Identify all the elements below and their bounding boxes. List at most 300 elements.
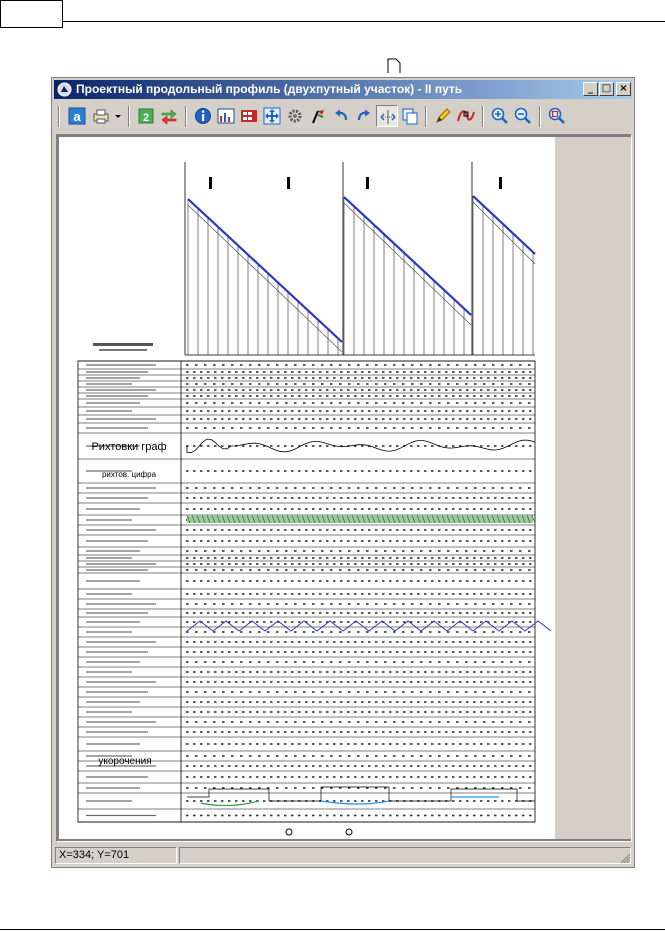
table-value-mark bbox=[319, 711, 322, 713]
table-value-mark bbox=[298, 765, 301, 767]
table-value-mark bbox=[515, 593, 518, 595]
table-value-mark bbox=[221, 641, 224, 643]
table-value-mark bbox=[285, 787, 288, 789]
table-value-mark bbox=[235, 389, 238, 391]
table-value-mark bbox=[270, 470, 273, 472]
station-marker bbox=[287, 177, 290, 189]
table-value-mark bbox=[384, 383, 387, 385]
row-label-stub bbox=[86, 612, 148, 613]
refresh-button[interactable] bbox=[135, 105, 157, 127]
table-value-mark bbox=[465, 402, 468, 404]
table-value-mark bbox=[348, 550, 351, 552]
table-value-mark bbox=[305, 776, 308, 778]
table-value-mark bbox=[321, 364, 324, 366]
table-value-mark bbox=[382, 580, 385, 582]
table-value-mark bbox=[213, 487, 216, 489]
table-value-mark bbox=[231, 427, 234, 429]
table-value-mark bbox=[445, 540, 448, 542]
table-value-mark bbox=[438, 508, 441, 510]
table-value-mark bbox=[326, 641, 329, 643]
table-value-mark bbox=[529, 671, 532, 673]
table-value-mark bbox=[235, 418, 238, 420]
table-value-mark bbox=[249, 731, 252, 733]
table-value-mark bbox=[410, 776, 413, 778]
table-value-mark bbox=[249, 418, 252, 420]
table-value-mark bbox=[303, 755, 306, 757]
zoom-window-button[interactable] bbox=[546, 105, 568, 127]
table-value-mark bbox=[270, 765, 273, 767]
window-titlebar[interactable] bbox=[54, 80, 632, 99]
table-value-mark bbox=[354, 377, 357, 379]
table-value-mark bbox=[326, 671, 329, 673]
table-value-mark bbox=[340, 815, 343, 817]
table-value-mark bbox=[459, 377, 462, 379]
table-value-mark bbox=[221, 371, 224, 373]
table-value-mark bbox=[242, 765, 245, 767]
table-value-mark bbox=[459, 540, 462, 542]
row-label-stub bbox=[86, 743, 140, 744]
table-value-mark bbox=[510, 755, 513, 757]
table-value-mark bbox=[410, 641, 413, 643]
table-value-mark bbox=[298, 395, 301, 397]
table-value-mark bbox=[263, 593, 266, 595]
table-value-mark bbox=[515, 418, 518, 420]
table-value-mark bbox=[249, 661, 252, 663]
table-value-mark bbox=[333, 593, 336, 595]
table-value-mark bbox=[368, 593, 371, 595]
table-value-mark bbox=[480, 580, 483, 582]
table-value-mark bbox=[410, 701, 413, 703]
table-value-mark bbox=[354, 410, 357, 412]
grid-button[interactable] bbox=[238, 105, 260, 127]
table-value-mark bbox=[214, 641, 217, 643]
table-value-mark bbox=[445, 580, 448, 582]
table-value-mark bbox=[393, 569, 396, 571]
table-value-mark bbox=[326, 377, 329, 379]
row-label-1: Рихтовки граф bbox=[91, 441, 167, 453]
table-value-mark bbox=[361, 641, 364, 643]
table-value-mark bbox=[305, 418, 308, 420]
table-value-mark bbox=[389, 389, 392, 391]
table-value-mark bbox=[347, 641, 350, 643]
table-value-mark bbox=[291, 418, 294, 420]
table-value-mark bbox=[382, 701, 385, 703]
table-value-mark bbox=[452, 641, 455, 643]
table-value-mark bbox=[515, 540, 518, 542]
table-value-mark bbox=[438, 641, 441, 643]
table-value-mark bbox=[487, 563, 490, 565]
table-value-mark bbox=[326, 612, 329, 614]
table-value-mark bbox=[501, 383, 504, 385]
curve-button[interactable] bbox=[455, 105, 477, 127]
table-value-mark bbox=[501, 661, 504, 663]
table-value-mark bbox=[303, 487, 306, 489]
table-value-mark bbox=[186, 389, 189, 391]
table-value-mark bbox=[326, 395, 329, 397]
table-value-mark bbox=[228, 563, 231, 565]
table-value-mark bbox=[447, 402, 450, 404]
table-value-mark bbox=[403, 815, 406, 817]
table-value-mark bbox=[330, 383, 333, 385]
table-value-mark bbox=[473, 711, 476, 713]
table-value-mark bbox=[186, 815, 189, 817]
table-value-mark bbox=[193, 389, 196, 391]
table-value-mark bbox=[452, 731, 455, 733]
table-value-mark bbox=[410, 651, 413, 653]
table-value-mark bbox=[366, 721, 369, 723]
table-value-mark bbox=[492, 631, 495, 633]
table-value-mark bbox=[235, 410, 238, 412]
table-value-mark bbox=[403, 540, 406, 542]
table-value-mark bbox=[276, 787, 279, 789]
table-value-mark bbox=[222, 569, 225, 571]
table-value-mark bbox=[438, 593, 441, 595]
table-value-mark bbox=[473, 470, 476, 472]
table-value-mark bbox=[340, 612, 343, 614]
table-value-mark bbox=[494, 593, 497, 595]
table-value-mark bbox=[375, 743, 378, 745]
a-button[interactable] bbox=[66, 105, 88, 127]
table-value-mark bbox=[285, 364, 288, 366]
table-value-mark bbox=[291, 743, 294, 745]
table-value-mark bbox=[186, 743, 189, 745]
table-value-mark bbox=[465, 487, 468, 489]
table-value-mark bbox=[465, 569, 468, 571]
table-value-mark bbox=[330, 603, 333, 605]
table-value-mark bbox=[382, 731, 385, 733]
redo-button[interactable] bbox=[353, 105, 375, 127]
fit-button[interactable] bbox=[376, 105, 398, 127]
pencil-button[interactable] bbox=[432, 105, 454, 127]
table-value-mark bbox=[312, 776, 315, 778]
table-value-mark bbox=[340, 563, 343, 565]
table-value-mark bbox=[200, 418, 203, 420]
table-value-mark bbox=[417, 540, 420, 542]
table-value-mark bbox=[361, 651, 364, 653]
table-value-mark bbox=[200, 563, 203, 565]
row-label-stub bbox=[86, 815, 156, 816]
maximize-button[interactable]: □ bbox=[599, 82, 614, 96]
table-value-mark bbox=[438, 389, 441, 391]
table-value-mark bbox=[256, 593, 259, 595]
table-value-mark bbox=[410, 445, 413, 447]
table-value-mark bbox=[368, 395, 371, 397]
table-value-mark bbox=[424, 508, 427, 510]
table-value-mark bbox=[221, 651, 224, 653]
marker-button[interactable] bbox=[307, 105, 329, 127]
table-value-mark bbox=[382, 743, 385, 745]
table-value-mark bbox=[393, 721, 396, 723]
copy-button[interactable] bbox=[399, 105, 421, 127]
table-value-mark bbox=[321, 550, 324, 552]
minimize-button[interactable]: _ bbox=[583, 82, 598, 96]
table-value-mark bbox=[277, 529, 280, 531]
table-value-mark bbox=[240, 383, 243, 385]
table-value-mark bbox=[389, 563, 392, 565]
move-button[interactable] bbox=[261, 105, 283, 127]
table-value-mark bbox=[361, 731, 364, 733]
table-value-mark bbox=[330, 631, 333, 633]
table-value-mark bbox=[186, 377, 189, 379]
table-value-mark bbox=[263, 701, 266, 703]
table-value-mark bbox=[284, 731, 287, 733]
table-value-mark bbox=[340, 371, 343, 373]
table-value-mark bbox=[456, 603, 459, 605]
table-value-mark bbox=[389, 765, 392, 767]
table-value-mark bbox=[396, 580, 399, 582]
table-value-mark bbox=[375, 410, 378, 412]
table-value-mark bbox=[312, 603, 315, 605]
table-value-mark bbox=[267, 383, 270, 385]
table-value-mark bbox=[519, 364, 522, 366]
table-value-mark bbox=[249, 755, 252, 757]
resize-grip-icon[interactable] bbox=[620, 853, 631, 864]
table-value-mark bbox=[207, 743, 210, 745]
table-value-mark bbox=[284, 765, 287, 767]
table-value-mark bbox=[326, 445, 329, 447]
table-value-mark bbox=[480, 743, 483, 745]
table-value-mark bbox=[347, 651, 350, 653]
ground-line bbox=[344, 203, 471, 325]
table-value-mark bbox=[240, 427, 243, 429]
table-value-mark bbox=[263, 776, 266, 778]
table-value-mark bbox=[465, 691, 468, 693]
export-button[interactable] bbox=[158, 105, 180, 127]
table-value-mark bbox=[326, 389, 329, 391]
table-value-mark bbox=[508, 580, 511, 582]
table-value-mark bbox=[501, 800, 504, 802]
table-value-mark bbox=[480, 776, 483, 778]
table-value-mark bbox=[312, 711, 315, 713]
table-value-mark bbox=[459, 529, 462, 531]
pencil-icon bbox=[434, 107, 452, 125]
table-value-mark bbox=[291, 776, 294, 778]
table-value-mark bbox=[186, 755, 189, 757]
structure-symbol bbox=[286, 829, 292, 835]
table-value-mark bbox=[529, 540, 532, 542]
table-value-mark bbox=[473, 765, 476, 767]
table-value-mark bbox=[235, 395, 238, 397]
table-value-mark bbox=[267, 631, 270, 633]
table-value-mark bbox=[487, 580, 490, 582]
table-value-mark bbox=[221, 765, 224, 767]
table-value-mark bbox=[438, 497, 441, 499]
table-value-mark bbox=[396, 681, 399, 683]
table-value-mark bbox=[494, 371, 497, 373]
table-value-mark bbox=[465, 661, 468, 663]
table-value-mark bbox=[284, 641, 287, 643]
table-value-mark bbox=[228, 701, 231, 703]
table-value-mark bbox=[258, 755, 261, 757]
table-value-mark bbox=[326, 593, 329, 595]
table-value-mark bbox=[333, 621, 336, 623]
table-value-mark bbox=[515, 389, 518, 391]
table-value-mark bbox=[494, 776, 497, 778]
table-value-mark bbox=[235, 593, 238, 595]
table-value-mark bbox=[221, 410, 224, 412]
table-value-mark bbox=[235, 743, 238, 745]
table-value-mark bbox=[357, 383, 360, 385]
table-value-mark bbox=[312, 569, 315, 571]
table-value-mark bbox=[368, 731, 371, 733]
table-value-mark bbox=[483, 721, 486, 723]
table-value-mark bbox=[258, 691, 261, 693]
table-value-mark bbox=[417, 711, 420, 713]
table-value-mark bbox=[284, 681, 287, 683]
table-value-mark bbox=[431, 563, 434, 565]
table-value-mark bbox=[186, 701, 189, 703]
table-value-mark bbox=[382, 529, 385, 531]
table-value-mark bbox=[249, 681, 252, 683]
table-value-mark bbox=[494, 671, 497, 673]
table-value-mark bbox=[277, 563, 280, 565]
table-value-mark bbox=[242, 470, 245, 472]
print-button[interactable] bbox=[90, 105, 112, 127]
table-value-mark bbox=[291, 621, 294, 623]
table-value-mark bbox=[382, 612, 385, 614]
table-value-mark bbox=[452, 377, 455, 379]
table-value-mark bbox=[529, 765, 532, 767]
table-value-mark bbox=[459, 563, 462, 565]
table-value-mark bbox=[284, 701, 287, 703]
table-value-mark bbox=[267, 755, 270, 757]
table-value-mark bbox=[487, 395, 490, 397]
table-value-mark bbox=[466, 776, 469, 778]
table-value-mark bbox=[522, 497, 525, 499]
table-value-mark bbox=[305, 470, 308, 472]
table-value-mark bbox=[186, 410, 189, 412]
table-value-mark bbox=[424, 776, 427, 778]
table-value-mark bbox=[294, 427, 297, 429]
table-value-mark bbox=[528, 631, 531, 633]
table-value-mark bbox=[263, 800, 266, 802]
table-value-mark bbox=[480, 395, 483, 397]
table-value-mark bbox=[291, 701, 294, 703]
table-value-mark bbox=[214, 371, 217, 373]
table-value-mark bbox=[214, 621, 217, 623]
table-value-mark bbox=[207, 410, 210, 412]
table-value-mark bbox=[402, 631, 405, 633]
table-value-mark bbox=[326, 711, 329, 713]
table-value-mark bbox=[354, 497, 357, 499]
table-value-mark bbox=[445, 445, 448, 447]
plan-outline bbox=[187, 787, 535, 801]
zoom-in-button[interactable] bbox=[489, 105, 511, 127]
table-value-mark bbox=[465, 427, 468, 429]
table-value-mark bbox=[333, 470, 336, 472]
table-value-mark bbox=[200, 681, 203, 683]
table-value-mark bbox=[366, 383, 369, 385]
table-value-mark bbox=[431, 470, 434, 472]
table-value-mark bbox=[242, 612, 245, 614]
table-value-mark bbox=[522, 580, 525, 582]
table-value-mark bbox=[204, 550, 207, 552]
table-value-mark bbox=[431, 593, 434, 595]
table-value-mark bbox=[347, 389, 350, 391]
table-value-mark bbox=[312, 651, 315, 653]
table-value-mark bbox=[242, 371, 245, 373]
table-value-mark bbox=[200, 800, 203, 802]
table-value-mark bbox=[494, 651, 497, 653]
table-value-mark bbox=[417, 410, 420, 412]
table-value-mark bbox=[228, 593, 231, 595]
table-value-mark bbox=[294, 487, 297, 489]
table-value-mark bbox=[403, 641, 406, 643]
print-dropdown-button[interactable] bbox=[112, 105, 122, 127]
close-button[interactable]: × bbox=[616, 82, 631, 96]
table-value-mark bbox=[221, 731, 224, 733]
table-value-mark bbox=[375, 395, 378, 397]
table-value-mark bbox=[473, 641, 476, 643]
table-value-mark bbox=[284, 470, 287, 472]
table-value-mark bbox=[445, 410, 448, 412]
table-value-mark bbox=[396, 377, 399, 379]
table-value-mark bbox=[420, 603, 423, 605]
table-value-mark bbox=[242, 529, 245, 531]
table-value-mark bbox=[361, 593, 364, 595]
table-value-mark bbox=[312, 395, 315, 397]
table-value-mark bbox=[249, 743, 252, 745]
table-value-mark bbox=[312, 671, 315, 673]
table-value-mark bbox=[186, 364, 189, 366]
table-value-mark bbox=[466, 765, 469, 767]
table-value-mark bbox=[186, 540, 189, 542]
table-value-mark bbox=[326, 681, 329, 683]
table-value-mark bbox=[204, 427, 207, 429]
table-value-mark bbox=[326, 540, 329, 542]
table-value-mark bbox=[393, 487, 396, 489]
table-value-mark bbox=[452, 529, 455, 531]
table-value-mark bbox=[501, 743, 504, 745]
table-value-mark bbox=[340, 711, 343, 713]
table-value-mark bbox=[375, 701, 378, 703]
zoom-out-button[interactable] bbox=[512, 105, 534, 127]
table-value-mark bbox=[368, 765, 371, 767]
table-value-mark bbox=[522, 529, 525, 531]
table-value-mark bbox=[242, 731, 245, 733]
table-value-mark bbox=[298, 671, 301, 673]
table-value-mark bbox=[438, 377, 441, 379]
table-value-mark bbox=[231, 661, 234, 663]
table-value-mark bbox=[494, 389, 497, 391]
undo-button[interactable] bbox=[330, 105, 352, 127]
settings-button[interactable] bbox=[284, 105, 306, 127]
table-value-mark bbox=[354, 395, 357, 397]
chart-button[interactable] bbox=[215, 105, 237, 127]
table-value-mark bbox=[368, 612, 371, 614]
table-value-mark bbox=[305, 389, 308, 391]
drawing-canvas[interactable] bbox=[56, 134, 632, 842]
table-value-mark bbox=[267, 402, 270, 404]
profile-sheet[interactable] bbox=[59, 137, 555, 839]
table-value-mark bbox=[242, 563, 245, 565]
table-value-mark bbox=[214, 557, 217, 559]
row-label-stub bbox=[86, 691, 148, 692]
table-value-mark bbox=[330, 487, 333, 489]
table-value-mark bbox=[221, 711, 224, 713]
table-value-mark bbox=[466, 529, 469, 531]
table-value-mark bbox=[508, 641, 511, 643]
table-value-mark bbox=[396, 731, 399, 733]
table-value-mark bbox=[480, 651, 483, 653]
table-value-mark bbox=[294, 787, 297, 789]
table-value-mark bbox=[459, 557, 462, 559]
info-button[interactable] bbox=[192, 105, 214, 127]
table-value-mark bbox=[459, 389, 462, 391]
table-value-mark bbox=[361, 743, 364, 745]
canvas-margin bbox=[555, 137, 631, 839]
table-value-mark bbox=[291, 815, 294, 817]
